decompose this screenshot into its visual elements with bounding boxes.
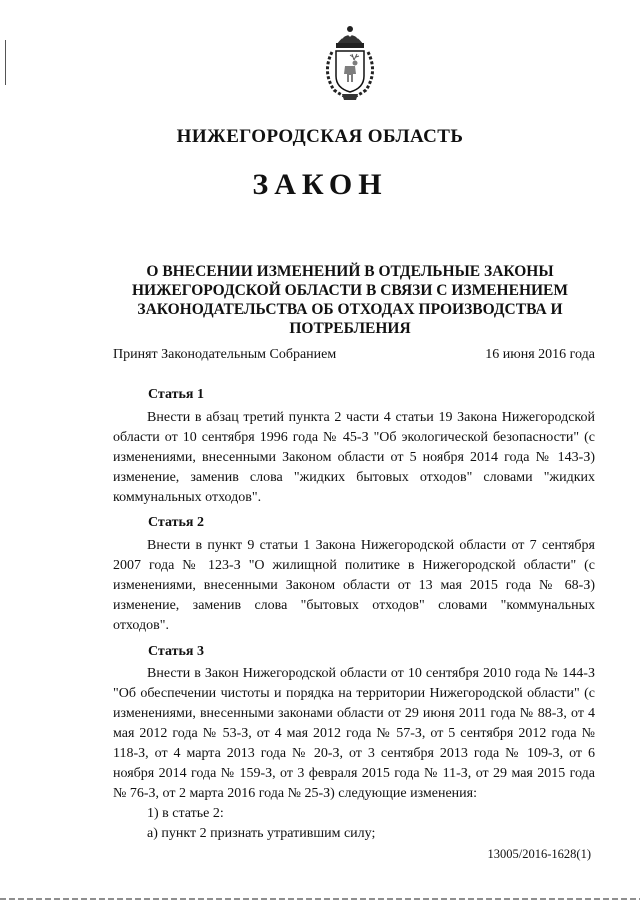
article-1-title: Статья 1 [148, 387, 204, 402]
article-2-text: Внести в пункт 9 статьи 1 Закона Нижегородской области от 7 сентября 2007 года № 123-З "О жилищной политике в Нижегородской области" (с изменениями, внесенными Законом области от 13 мая 2015 года № 68-З) изменение, заменив слова "бытовых отходов" словами "коммунальных отходов". [113, 538, 595, 633]
scan-artifact-bottom [0, 898, 640, 900]
law-subject: О ВНЕСЕНИИ ИЗМЕНЕНИЙ В ОТДЕЛЬНЫЕ ЗАКОНЫ НИЖЕГОРОДСКОЙ ОБЛАСТИ В СВЯЗИ С ИЗМЕНЕНИЕМ ЗАКОНОДАТЕЛЬСТВА ОБ ОТХОДАХ ПРОИЗВОДСТВА И ПОТРЕБЛЕНИЯ [131, 263, 569, 337]
scan-artifact-line [5, 40, 6, 85]
article-3-title: Статья 3 [148, 644, 204, 659]
article-3-text: Внести в Закон Нижегородской области от 10 сентября 2010 года № 144-З "Об обеспечении чистоты и порядка на территории Нижегородской области" (с изменениями, внесенными законами области от 29 июня 2011 года № 88-З, от 4 мая 2012 года № 53-З, от 4 мая 2012 года № 57-З, от 5 сентября 2012 года № 118-З, от 4 марта 2013 года № 20-З, от 3 сентября 2013 года № 109-З, от 6 ноября 2014 года № 159-З, от 3 февраля 2015 года № 11-З, от 29 мая 2015 года № 76-З, от 2 марта 2016 года № 25-З) следующие изменения: [113, 666, 595, 801]
document-type: ЗАКОН [252, 168, 388, 201]
article-3-item-1: 1) в статье 2: [147, 806, 224, 821]
crown-icon [336, 26, 364, 48]
article-1-text: Внести в абзац третий пункта 2 части 4 статьи 19 Закона Нижегородской области от 10 сентября 1996 года № 45-З "Об экологической безопасности" (с изменениями, внесенными Законом области от 5 ноября 2014 года № 143-З) изменение, заменив слова "жидких бытовых отходов" словами "жидких коммунальных отходов". [113, 410, 595, 505]
adopted-by: Принят Законодательным Собранием [113, 347, 337, 362]
adoption-date: 16 июня 2016 года [485, 347, 595, 362]
document-number: 13005/2016-1628(1) [487, 847, 591, 861]
article-2-title: Статья 2 [148, 515, 204, 530]
region-title: НИЖЕГОРОДСКАЯ ОБЛАСТЬ [176, 126, 464, 147]
coat-of-arms-icon [318, 24, 382, 102]
article-3-item-2: а) пункт 2 признать утратившим силу; [147, 826, 376, 841]
